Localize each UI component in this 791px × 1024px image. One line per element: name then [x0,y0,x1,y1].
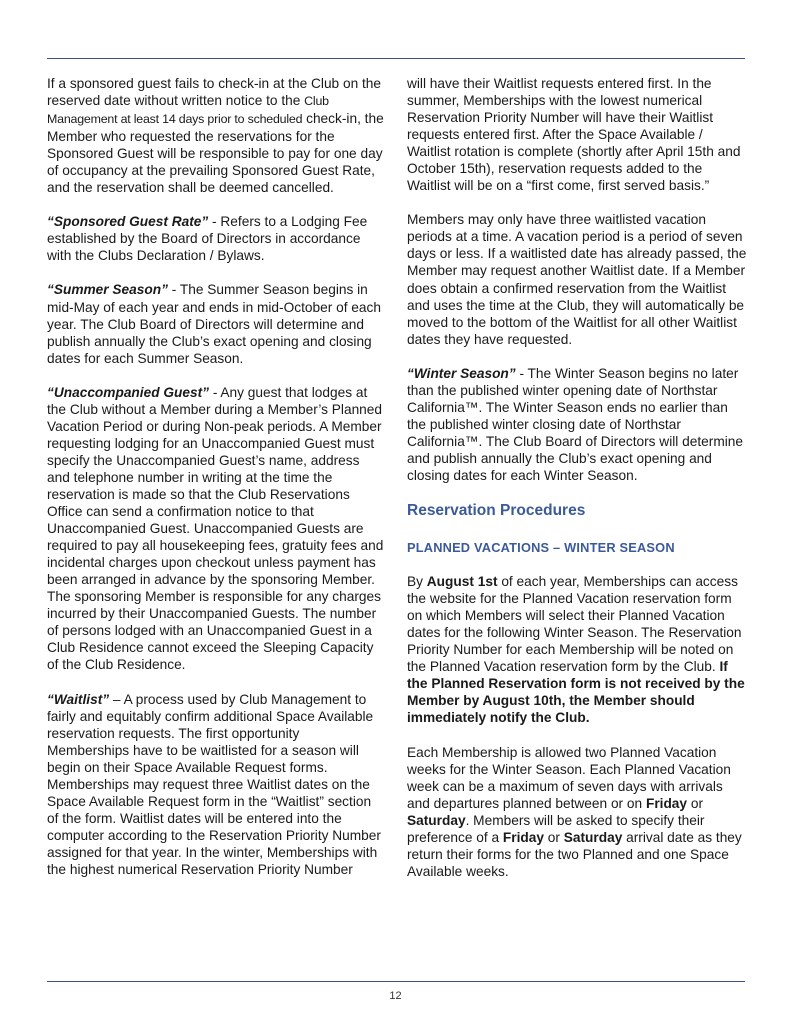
text: of each year, Memberships can access the website for the Planned Vacation reservation form on which Members will select their Planned Vacation dates for the following Winter Season. The Reservation Priority Number for each Membership will be noted on the Planned Vacation reservation form by the Club. [407,574,742,675]
bold-day: Friday [645,795,688,811]
term-waitlist: “Waitlist” [47,691,110,707]
definition-text: - The Winter Season begins no later than the published winter opening date of Northstar California™. The Winter Season ends no earlier than the published winter closing date of Northstar California™. The Club Board of Directors will determine and publish annually the Club’s exact opening and closing dates for each Winter Season. [407,365,743,483]
term-winter-season: “Winter Season” [407,365,516,381]
top-divider [47,58,745,59]
definition-text: - Any guest that lodges at the Club without a Member during a Member’s Planned Vacation Period or during Non-peak periods. A Member requesting lodging for an Unaccompanied Guest must specify the Unaccompanied Guest’s name, address and telephone number in writing at the time the reservation is made so that the Club Reservations Office can send a confirmation notice to that Unaccompanied Guest. Unaccompanied Guests are required to pay all housekeeping fees, gratuity fees and incidental charges upon checkout unless payment has been arranged in advance by the sponsoring Member. The sponsoring Member is responsible for any charges incurred by their Unaccompanied Guests. The number of persons lodged with an Unaccompanied Guest in a Club Residence cannot exceed the Sleeping Capacity of the Club Residence. [47,384,384,673]
paragraph-planned-vacation-form [407,573,747,726]
text-condensed: Club Management at least 14 days prior to scheduled [47,94,329,127]
bold-day: Friday [502,829,544,845]
text: If a sponsored guest fails to check-in at the Club on the reserved date without written notice to the [47,76,382,109]
paragraph-planned-vacation-weeks [407,744,747,880]
text: or [543,829,564,845]
definition-text: - The Summer Season begins in mid-May of each year and ends in mid-October of each year. The Club Board of Directors will determine and publish annually the Club’s exact opening and closing dates for each Summer Season. [47,282,381,366]
paragraph-sponsored-guest-noshow [47,75,385,196]
bold-day: Saturday [407,812,466,828]
text: By [407,574,427,590]
subheading-planned-vacations-winter: PLANNED VACATIONS – WINTER SEASON [407,540,675,556]
text: . Members will be asked to specify their preference of a [407,812,705,845]
bold-notice: If the Planned Reservation form is not received by the Member by August 10th, the Member should immediately notify the Club. [407,659,745,726]
bottom-divider [47,981,745,982]
term-summer-season: “Summer Season” [47,282,168,298]
definition-unaccompanied-guest [47,384,385,674]
definition-summer-season [47,281,385,366]
text: Each Membership is allowed two Planned Vacation weeks for the Winter Season. Each Planned Vacation week can be a maximum of seven days with arrivals and departures planned between or on [407,744,731,811]
definition-text: - Refers to a Lodging Fee established by the Board of Directors in accordance with the Clubs Declaration / Bylaws. [47,214,368,264]
definition-winter-season [407,365,747,484]
section-heading-reservation-procedures: Reservation Procedures [407,502,586,520]
left-column [47,75,385,895]
text: or [687,795,704,811]
page-number: 12 [389,990,402,1002]
definition-text: – A process used by Club Management to fairly and equitably confirm additional Space Available reservation requests. The first opportunity Memberships have to be waitlisted for a season will begin on their Space Available Request forms. Memberships may request three Waitlist dates on the Space Available Request form in the “Waitlist” section of the form. Waitlist dates will be entered into the computer according to the Reservation Priority Number assigned for that year. In the winter, Memberships with the highest numerical Reservation Priority Number [47,691,381,877]
right-column [407,75,747,897]
definition-waitlist [47,691,385,879]
paragraph-waitlist-limits: Members may only have three waitlisted vacation periods at a time. A vacation period is a period of seven days or less. If a waitlisted date has already passed, the Member may request another Waitlist date. If a Member does obtain a confirmed reservation from the Waitlist and uses the time at the Club, they will automatically be moved to the bottom of the Waitlist for all other Waitlist dates they have requested. [407,212,747,347]
text: arrival date as they return their forms for the two Planned and one Space Available weeks. [407,829,742,879]
term-unaccompanied-guest: “Unaccompanied Guest” [47,384,210,400]
term-sponsored-guest-rate: “Sponsored Guest Rate” [47,214,209,230]
definition-sponsored-guest-rate [47,213,385,264]
text: check-in, the Member who requested the reservations for the Sponsored Guest will be responsible to pay for one day of occupancy at the prevailing Sponsored Guest Rate, and the reservation shall be deemed cancelled. [47,111,384,196]
bold-date: August 1st [426,574,498,590]
paragraph-waitlist-continued: will have their Waitlist requests entered first. In the summer, Memberships with the lowest numerical Reservation Priority Number will have their Waitlist requests entered first. After the Space Available / Waitlist rotation is complete (shortly after April 15th and October 15th), reservation requests added to the Waitlist will be on a “first come, first served basis.” [407,76,741,194]
bold-day: Saturday [563,829,623,845]
